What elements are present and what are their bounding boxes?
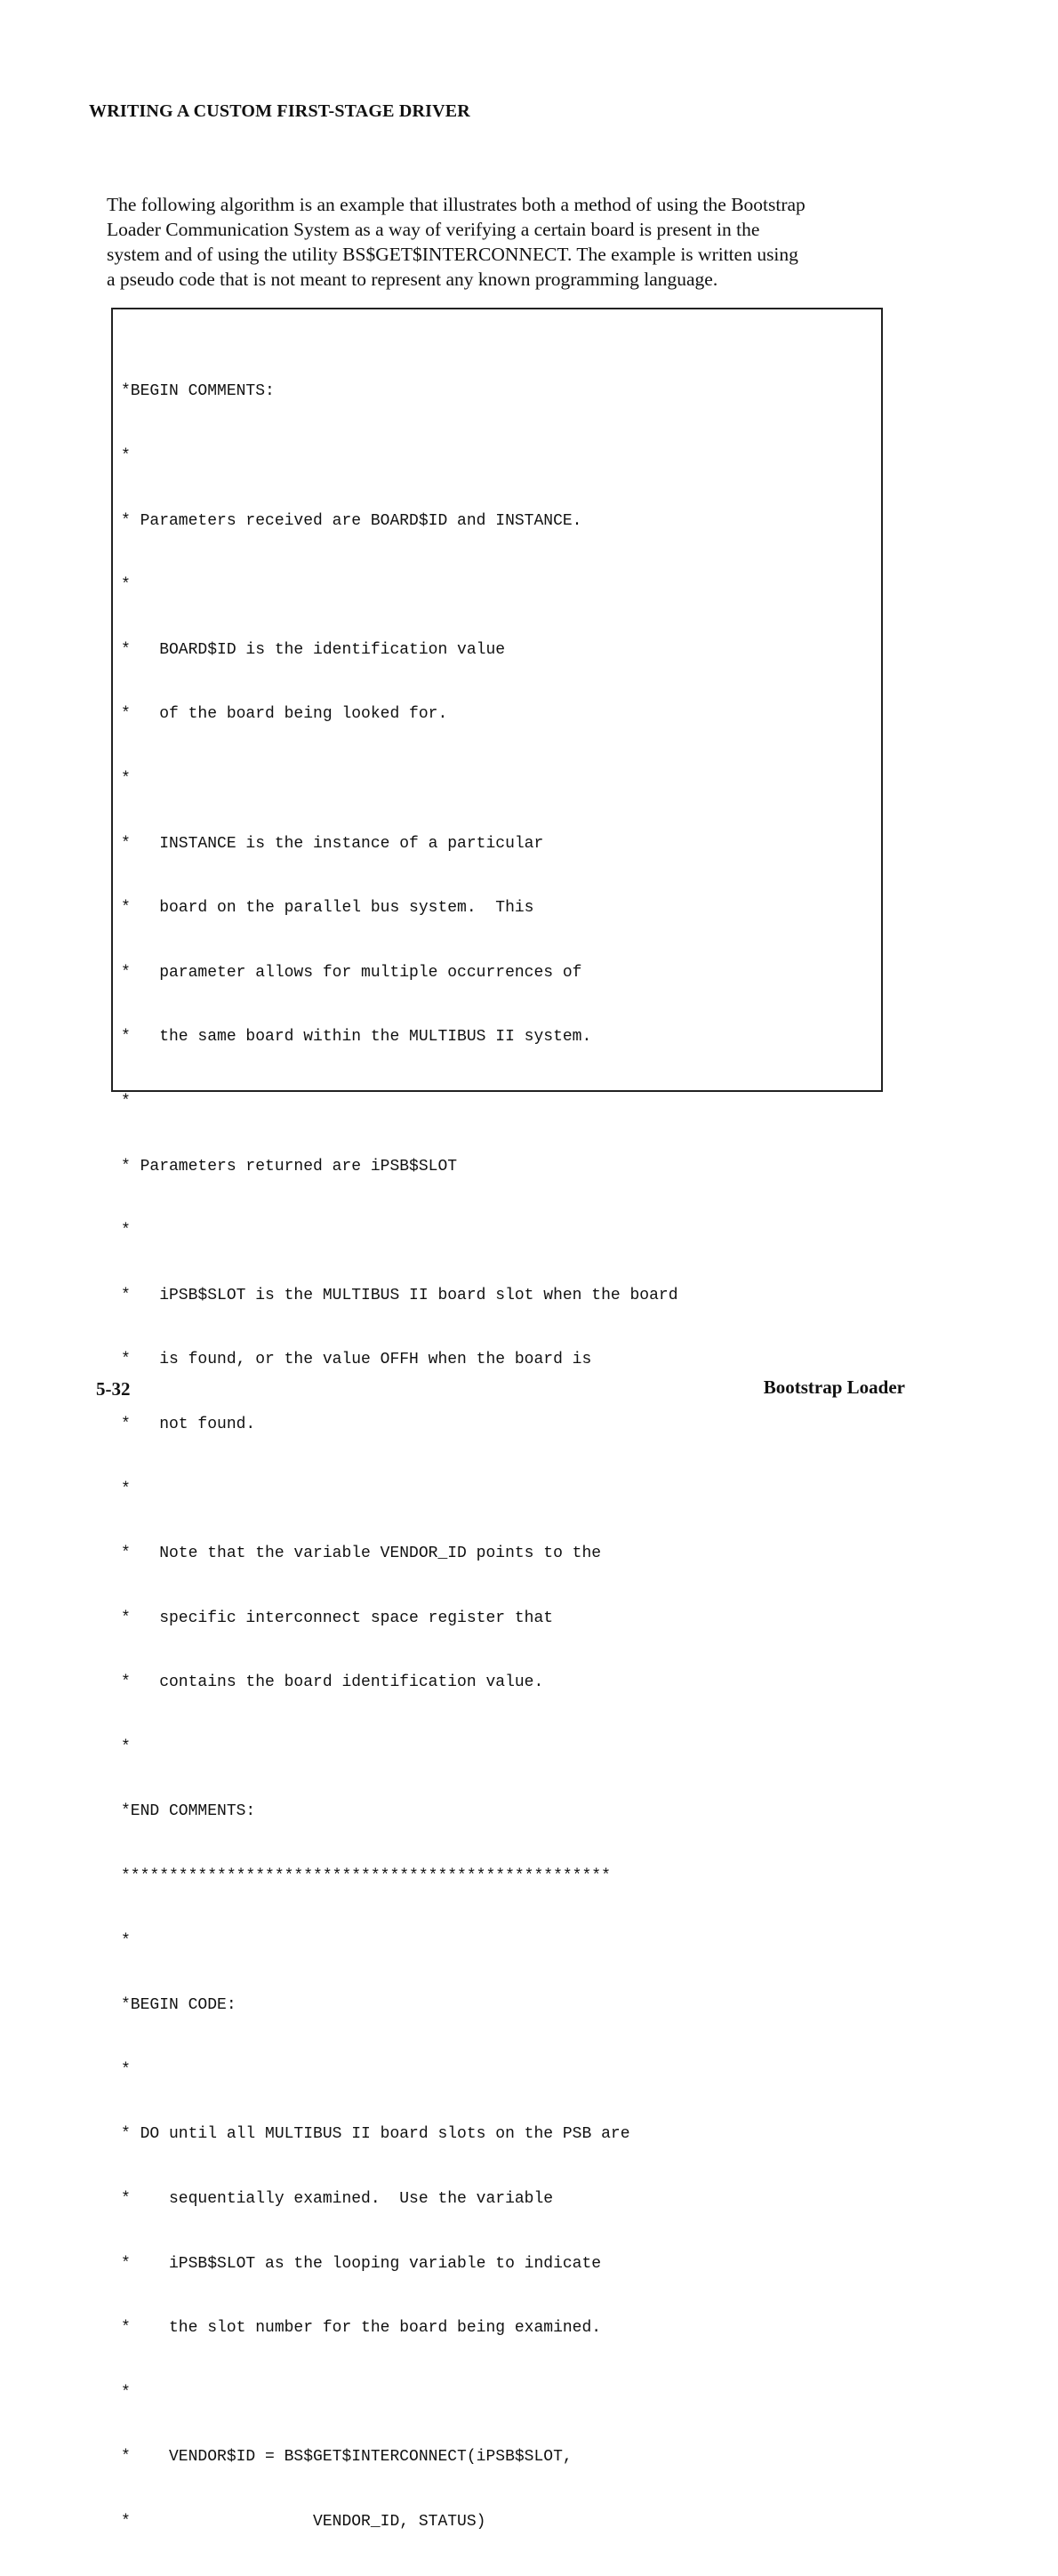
code-line: * VENDOR$ID = BS$GET$INTERCONNECT(iPSB$SLOT, [121,2448,573,2467]
code-line: * Note that the variable VENDOR_ID points to the [121,1545,602,1563]
code-line: * is found, or the value OFFH when the board is [121,1351,592,1369]
code-line: * of the board being looked for. [121,705,448,724]
code-line: *END COMMENTS: [121,1802,256,1821]
code-line: * DO until all MULTIBUS II board slots on the PSB are [121,2125,630,2144]
code-line: * [121,769,131,788]
code-line: * [121,1931,131,1950]
code-line: * specific interconnect space register that [121,1609,554,1627]
code-line: * contains the board identification value. [121,1673,544,1692]
code-line: * Parameters received are BOARD$ID and INSTANCE. [121,511,582,530]
code-line: *BEGIN CODE: [121,1996,236,2015]
code-line: * [121,1737,131,1756]
code-line: *BEGIN COMMENTS: [121,382,275,401]
code-line: * [121,1480,131,1498]
code-line: * the slot number for the board being examined. [121,2319,602,2338]
code-line: * VENDOR_ID, STATUS) [121,2513,486,2531]
code-line: * not found. [121,1415,256,1433]
code-line: * iPSB$SLOT as the looping variable to indicate [121,2254,602,2273]
code-line: *************************************************** [121,1867,611,1886]
intro-line: a pseudo code that is not meant to represent any known programming language. [107,269,718,290]
code-line: * sequentially examined. Use the variable [121,2190,554,2209]
code-line: * [121,2383,131,2402]
code-line: * Parameters returned are iPSB$SLOT [121,1157,458,1176]
code-line: * BOARD$ID is the identification value [121,640,506,659]
code-line: * parameter allows for multiple occurrences of [121,963,582,982]
chapter-title: Bootstrap Loader [763,1376,905,1398]
code-line: * the same board within the MULTIBUS II system. [121,1028,592,1047]
code-line: * [121,576,131,595]
code-line: * [121,2060,131,2079]
code-line: * INSTANCE is the instance of a particular [121,834,544,853]
code-line: * [121,1092,131,1111]
page-number: 5-32 [96,1378,131,1400]
intro-line: Loader Communication System as a way of verifying a certain board is present in the [107,219,760,240]
section-title: WRITING A CUSTOM FIRST-STAGE DRIVER [89,101,470,121]
code-line: * board on the parallel bus system. This [121,899,534,918]
code-listing [121,338,678,2576]
code-line: * iPSB$SLOT is the MULTIBUS II board slot when the board [121,1286,678,1304]
code-line: * [121,447,131,465]
intro-line: system and of using the utility BS$GET$INTERCONNECT. The example is written using [107,244,798,265]
code-line: * [121,1222,131,1240]
intro-paragraph [107,192,889,292]
intro-line: The following algorithm is an example that illustrates both a method of using the Bootstrap [107,194,806,215]
